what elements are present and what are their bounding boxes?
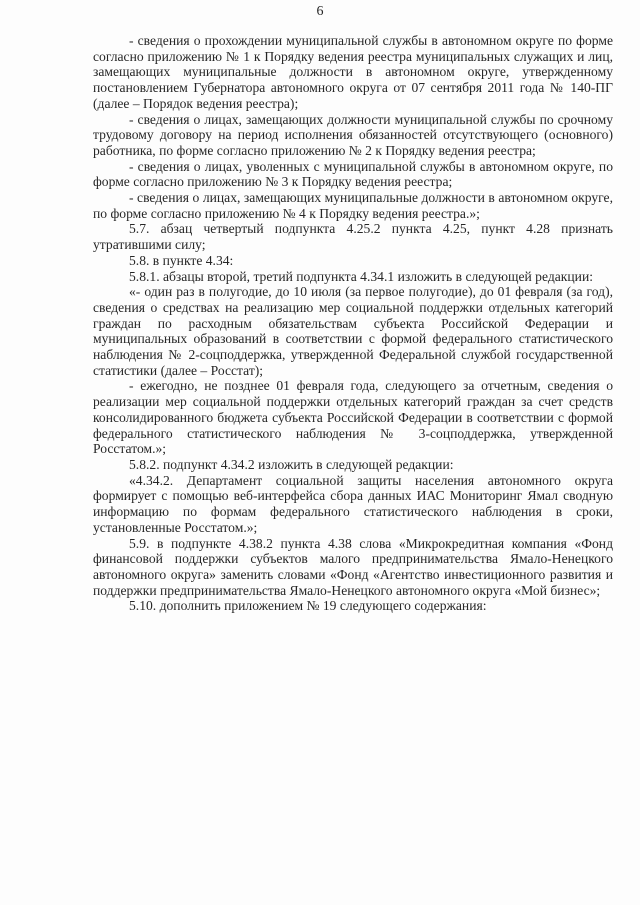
- paragraph-quote: - ежегодно, не позднее 01 февраля года, следующего за отчетным, сведения о реализации мер социальной поддержки отдельных категорий граждан за счет средств консолидированного бюджета субъекта Российской Федерации в соответствии с формой федерального статистического наблюдения № 3-соцподдержка, утвержденной Росстатом.»;: [93, 378, 613, 457]
- paragraph-5-8-2: 5.8.2. подпункт 4.34.2 изложить в следующей редакции:: [129, 456, 454, 472]
- paragraph-list-item: - сведения о лицах, уволенных с муниципальной службы в автономном округе, по форме согласно приложению № 3 к Порядку ведения реестра;: [93, 158, 613, 190]
- paragraph-quote: «- один раз в полугодие, до 10 июля (за первое полугодие), до 01 февраля (за год), сведения о средствах на реализацию мер социальной поддержки отдельных категорий граждан по расходным обязательствам субъекта Российской Федерации и муниципальных образований в соответствии с формой федерального статистического наблюдения № 2-соцподдержка, утвержденной Федеральной службой государственной статистики (далее – Росстат);: [93, 284, 613, 378]
- paragraph-5-8-1: 5.8.1. абзацы второй, третий подпункта 4.34.1 изложить в следующей редакции:: [129, 268, 593, 284]
- paragraph-list-item: - сведения о прохождении муниципальной службы в автономном округе по форме согласно приложению № 1 к Порядку ведения реестра муниципальных служащих и лиц, замещающих муниципальные должности в автономном округе, утвержденному постановлением Губернатора автономного округа от 07 сентября 2011 года № 140-ПГ (далее – Порядок ведения реестра);: [93, 33, 613, 111]
- paragraph-list-item: - сведения о лицах, замещающих муниципальные должности в автономном округе, по форме согласно приложению № 4 к Порядку ведения реестра.»;: [93, 190, 613, 221]
- paragraph-quote: «4.34.2. Департамент социальной защиты населения автономного округа формирует с помощью веб-интерфейса сбора данных ИАС Мониторинг Ямал сводную информацию по формам федерального статистического наблюдения в сроки, установленные Росстатом.»;: [93, 472, 613, 535]
- paragraph-5-10: 5.10. дополнить приложением № 19 следующего содержания:: [129, 598, 487, 614]
- page-number: 6: [316, 4, 324, 19]
- paragraph-5-7: 5.7. абзац четвертый подпункта 4.25.2 пункта 4.25, пункт 4.28 признать утратившими силу;: [93, 221, 613, 253]
- paragraph-5-9: 5.9. в подпункте 4.38.2 пункта 4.38 слова «Микрокредитная компания «Фонд финансовой поддержки субъектов малого предпринимательства Ямало-Ненецкого автономного округа» заменить словами «Фонд «Агентство инвестиционного развития и поддержки предпринимательства Ямало-Ненецкого автономного округа «Мой бизнес»;: [93, 535, 613, 598]
- paragraph-list-item: - сведения о лицах, замещающих должности муниципальной службы по срочному трудовому договору на период исполнения обязанностей отсутствующего (основного) работника, по форме согласно приложению № 2 к Порядку ведения реестра;: [93, 111, 613, 158]
- paragraph-5-8: 5.8. в пункте 4.34:: [129, 252, 234, 268]
- document-body: [93, 33, 613, 614]
